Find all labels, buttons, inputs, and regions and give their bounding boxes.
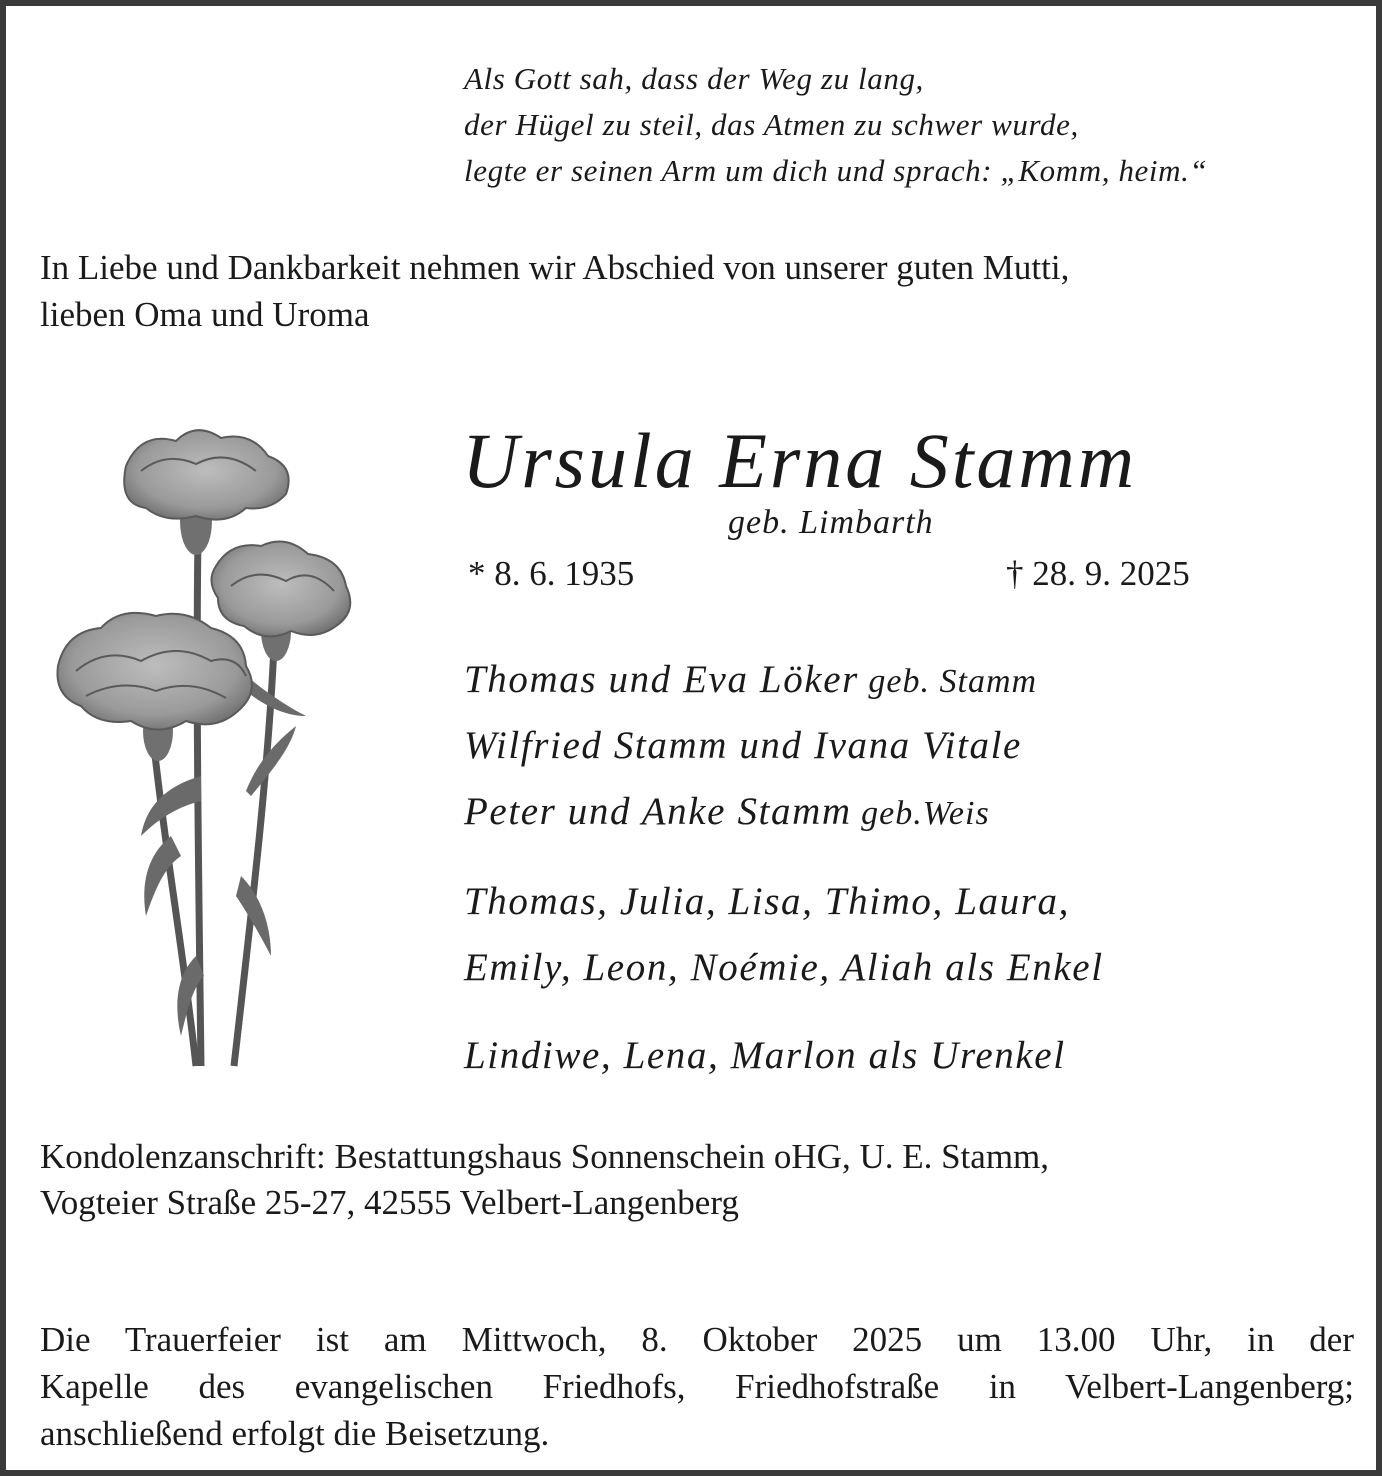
grandchildren-line: Thomas, Julia, Lisa, Thimo, Laura,: [464, 880, 1070, 923]
family-child-line: [464, 656, 1037, 706]
poem: [464, 56, 1207, 194]
poem-line: der Hügel zu steil, das Atmen zu schwer wurde,: [464, 107, 1079, 142]
maiden-name: geb. Limbarth: [728, 504, 934, 541]
intro-text: [40, 244, 1360, 338]
intro-line: lieben Oma und Uroma: [40, 295, 370, 334]
family-child-names: Wilfried Stamm und Ivana Vitale: [464, 724, 1022, 767]
family-child-suffix: geb. Stamm: [858, 663, 1038, 700]
condolence-line: Vogteier Straße 25-27, 42555 Velbert-Langenberg: [40, 1183, 739, 1222]
ceremony-line: Kapelle des evangelischen Friedhofs, Friedhofstraße in Velbert-Langenberg;: [40, 1367, 1354, 1406]
family-child-line: [464, 788, 990, 838]
poem-line: legte er seinen Arm um dich und sprach: „Komm, heim.“: [464, 153, 1208, 188]
family-child-suffix: geb.Weis: [851, 795, 990, 832]
death-date: † 28. 9. 2025: [1006, 554, 1190, 593]
ceremony-line: Die Trauerfeier ist am Mittwoch, 8. Oktober 2025 um 13.00 Uhr, in der: [40, 1320, 1354, 1359]
family-child-line: [464, 722, 1022, 772]
family-child-names: Peter und Anke Stamm: [464, 790, 852, 833]
condolence-line: Kondolenzanschrift: Bestattungshaus Sonnenschein oHG, U. E. Stamm,: [40, 1137, 1050, 1176]
poem-line: Als Gott sah, dass der Weg zu lang,: [464, 61, 924, 96]
intro-line: In Liebe und Dankbarkeit nehmen wir Abschied von unserer guten Mutti,: [40, 248, 1070, 287]
condolence-address: [40, 1134, 1049, 1226]
grandchildren-line: Emily, Leon, Noémie, Aliah als Enkel: [464, 946, 1104, 989]
ceremony-line: anschließend erfolgt die Beisetzung.: [40, 1414, 550, 1453]
family-child-names: Thomas und Eva Löker: [464, 658, 859, 701]
birth-date: * 8. 6. 1935: [468, 554, 635, 593]
great-grandchildren-line: Lindiwe, Lena, Marlon als Urenkel: [464, 1034, 1066, 1077]
deceased-name: Ursula Erna Stamm: [462, 417, 1138, 504]
ceremony-info: [40, 1316, 1354, 1457]
carnation-flowers-icon: [46, 416, 386, 1076]
